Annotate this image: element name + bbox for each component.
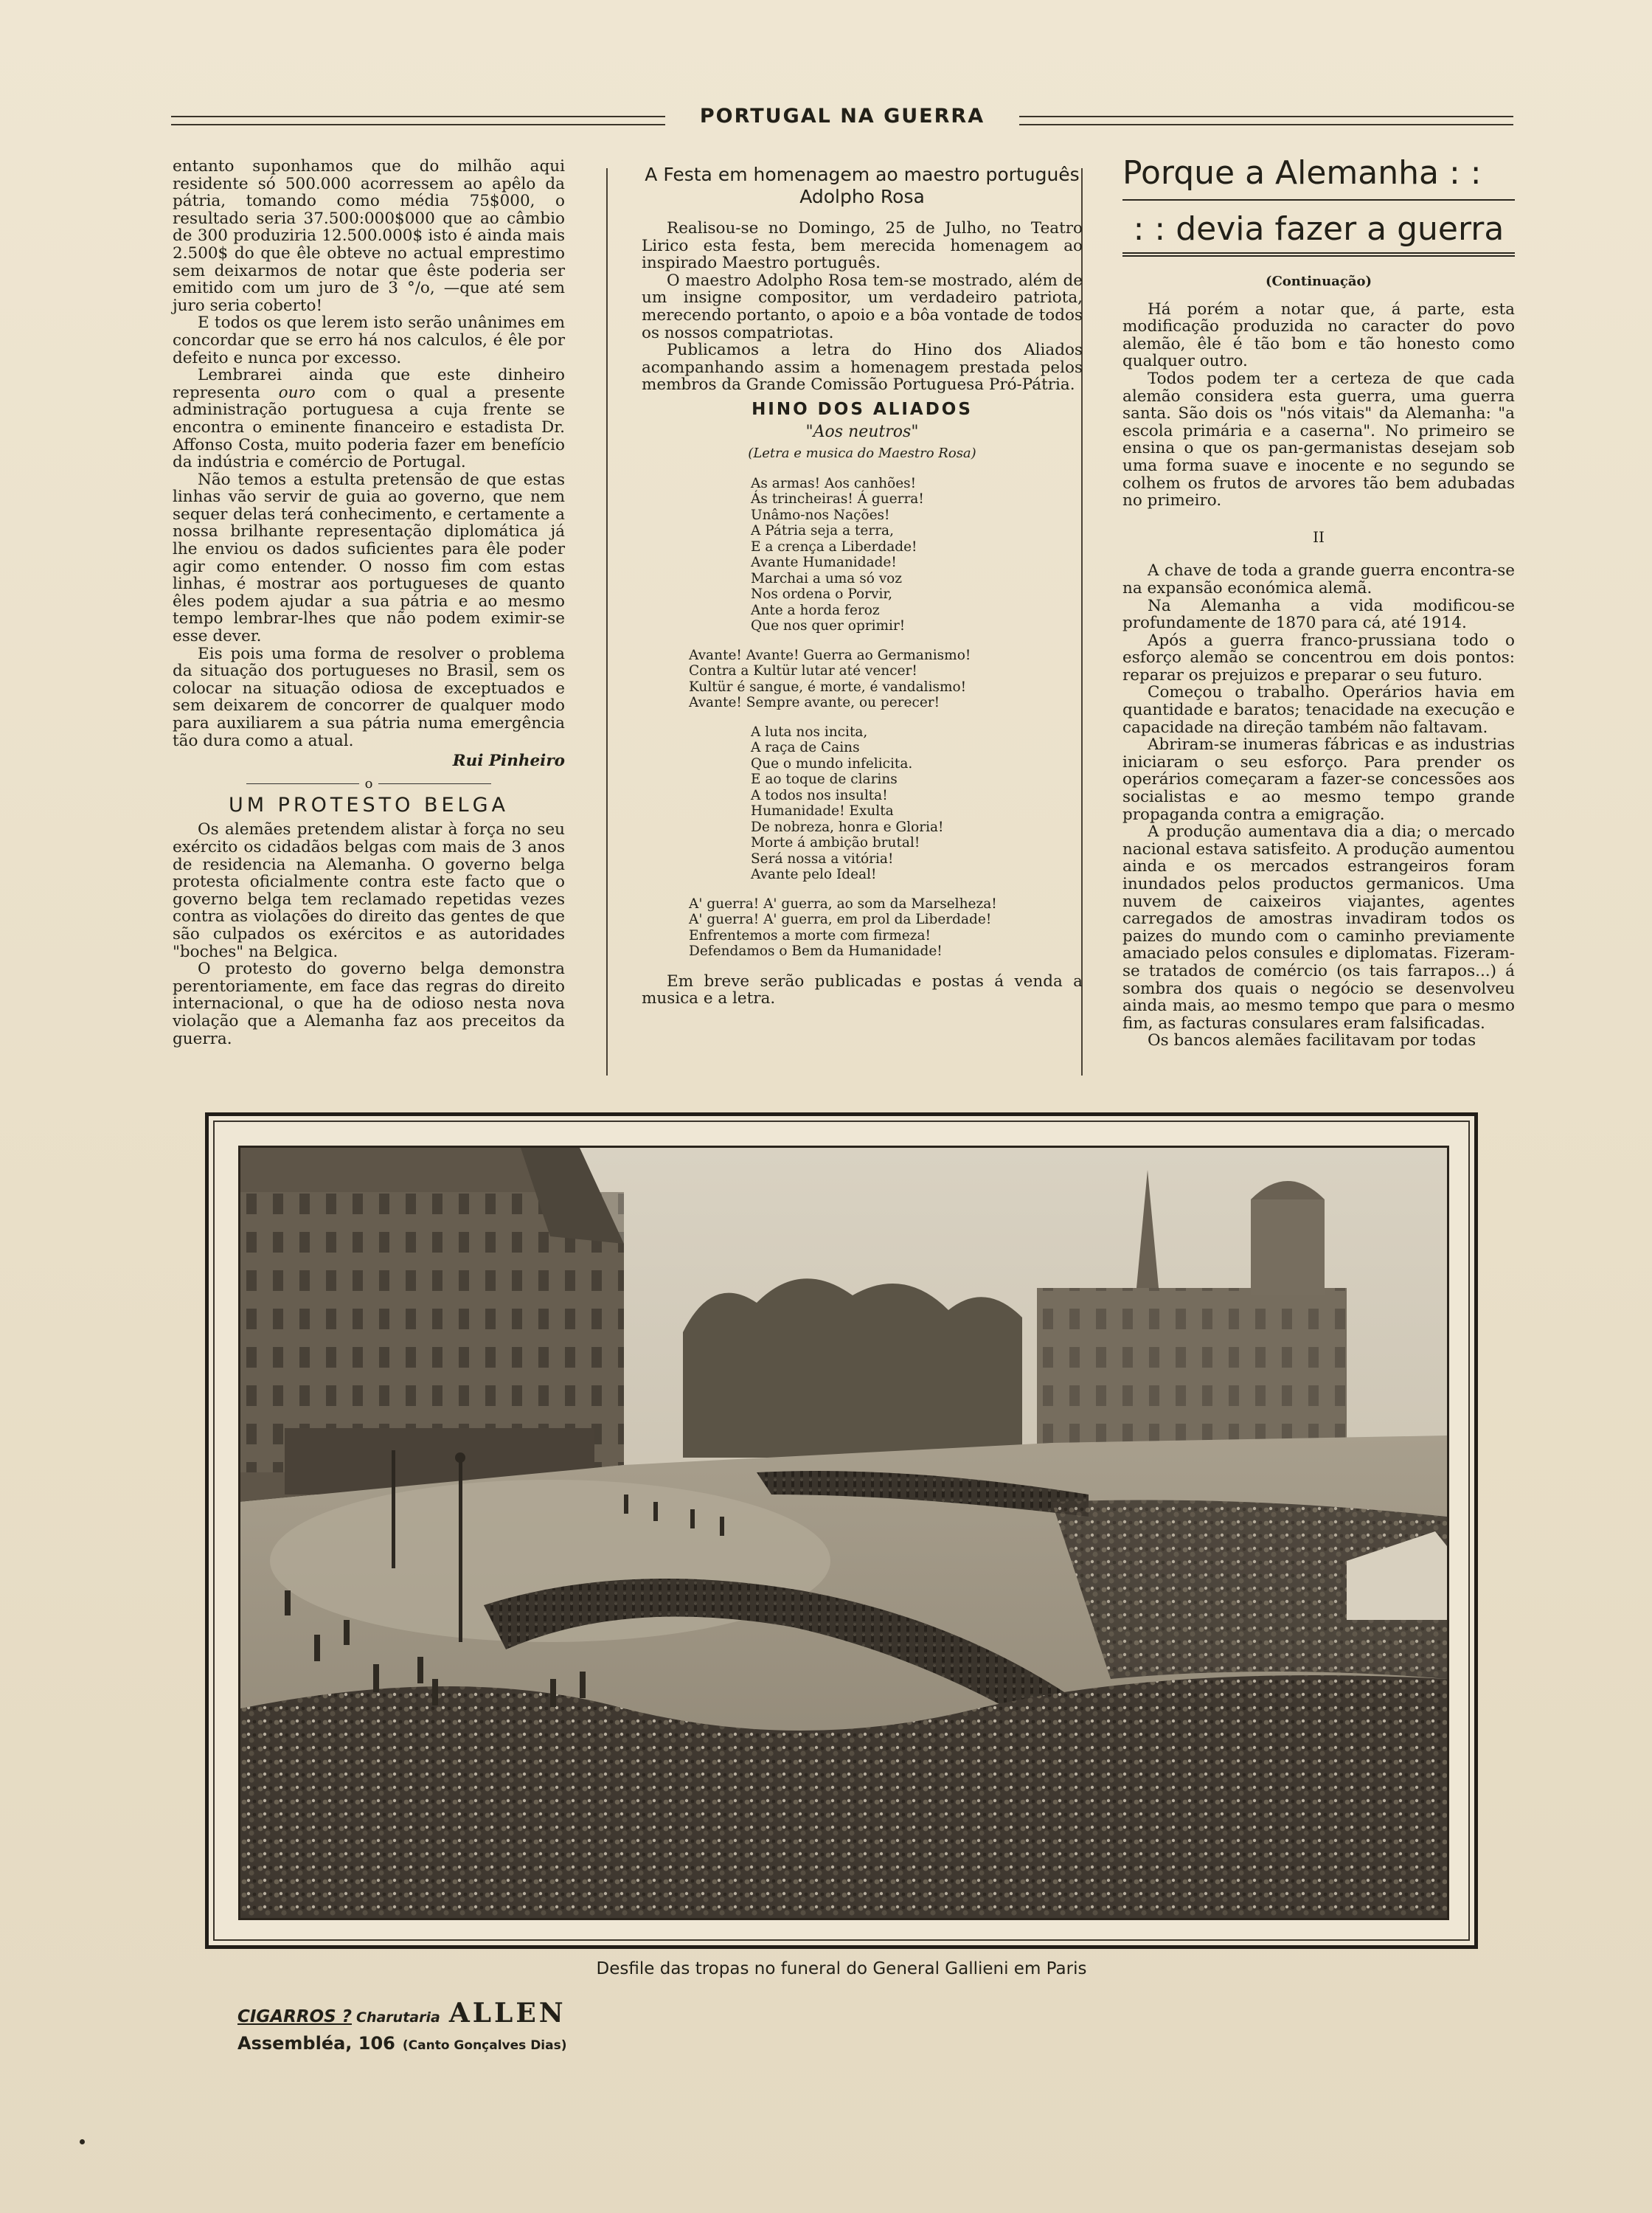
hymn-credit: (Letra e musica do Maestro Rosa) — [748, 446, 976, 462]
verse-line: Que nos quer oprimir! — [751, 618, 906, 634]
running-head-rule-left — [171, 116, 665, 125]
author-signature: Rui Pinheiro — [452, 752, 565, 771]
ad-line-2 — [237, 2033, 680, 2054]
ad-address-note: (Canto Gonçalves Dias) — [402, 2038, 567, 2053]
verse-line: Avante pelo Ideal! — [751, 867, 877, 883]
text-run: Lembrarei ainda que este dinheiro representa — [173, 366, 565, 402]
verse-line: Ante a horda feroz — [751, 602, 880, 618]
verse-line: A todos nos insulta! — [751, 787, 888, 803]
paragraph: O protesto do governo belga demonstra perentoriamente, em face das regras do direito internacional, o que ha de odioso nesta nova violação que a Alemanha faz aos preceitos da guerra. — [173, 960, 565, 1048]
paragraph — [173, 367, 565, 471]
ad-text: Charutaria — [356, 2009, 440, 2026]
paragraph: Os alemães pretendem alistar à força no seu exército os cidadãos belgas com mais de 3 anos de residencia na Alemanha. O governo belga protesta oficialmente contra este facto que o governo belga tem reclamado repetidas vezes contra as violações do direito das gentes de que são culpados os exércitos e as autoridades "boches" na Belgica. — [173, 820, 565, 961]
paragraph: A chave de toda a grande guerra encontra-se na expansão económica alemã. — [1122, 561, 1515, 598]
running-head — [171, 105, 1513, 134]
ad-address: Assembléa, 106 — [237, 2033, 395, 2054]
paragraph: Na Alemanha a vida modificou-se profundamente de 1870 para cá, até 1914. — [1122, 596, 1515, 633]
continuation-note: (Continuação) — [1265, 274, 1372, 289]
separator — [173, 775, 565, 791]
verse-line: Avante! Avante! Guerra ao Germanismo! — [689, 647, 971, 663]
verse-line: Defendamos o Bem da Humanidade! — [689, 943, 943, 960]
column-left — [173, 158, 565, 1047]
paragraph: Começou o trabalho. Operários havia em quantidade e baratos; tenacidade na execução e capacidade na direção também não faltavam. — [1122, 683, 1515, 737]
verse-line: Marchai a uma só voz — [751, 570, 903, 586]
paragraph: Em breve serão publicadas e postas á venda a musica e a letra. — [642, 972, 1083, 1008]
hymn-subtitle: "Aos neutros" — [805, 422, 919, 441]
ad-brand: ALLEN — [448, 1998, 566, 2029]
verse-line: Unâmo-nos Nações! — [751, 507, 890, 523]
parade-photo-illustration — [240, 1148, 1447, 1918]
parade-photograph — [238, 1146, 1449, 1920]
photo-caption: Desfile das tropas no funeral do General Gallieni em Paris — [596, 1959, 1087, 1978]
verse-line: E ao toque de clarins — [751, 772, 898, 788]
article-title: A Festa em homenagem ao maestro português Adolpho Rosa — [645, 164, 1080, 207]
verse-line: Humanidade! Exulta — [751, 803, 894, 820]
column-divider — [606, 168, 608, 1076]
verse-line: Nos ordena o Porvir, — [751, 586, 893, 603]
section-heading: UM PROTESTO BELGA — [229, 793, 509, 817]
verse-line: Enfrentemos a morte com firmeza! — [689, 927, 931, 943]
ad-text: CIGARROS ? — [237, 2007, 353, 2026]
hymn-chorus — [642, 896, 1083, 960]
text-run: com o qual a presente administração portuguesa a cuja frente se encontra o eminente financeiro e estadista Dr. Affonso Costa, muito poderia fazer em benefício da indústria e comércio de Portugal. — [173, 383, 566, 472]
verse-line: E a crença a Liberdade! — [751, 538, 917, 555]
paragraph: E todos os que lerem isto serão unânimes em concordar que se erro há nos calculos, é êle por defeito e nunca por excesso. — [173, 314, 565, 367]
paragraph: Não temos a estulta pretensão de que estas linhas vão servir de guia ao governo, que nem sequer delas terá conhecimento, e certamente a nossa brilhante representação diplomática já lhe enviou os dados suficientes para êle poder agir como entender. O nosso fim com estas linhas, é mostrar aos portugueses de quanto êles podem ajudar a sua pátria e ao mesmo tempo lembrar-lhes que não podem eximir-se esse dever. — [173, 470, 565, 646]
verse-line: Avante Humanidade! — [751, 555, 897, 571]
ink-dot — [80, 2139, 85, 2144]
paragraph: Todos podem ter a certeza de que cada alemão considera esta guerra, uma guerra santa. São dois os "nós vitais" da Alemanha: "a escola primária e a caserna". No primeiro se ensina o que os pan-germanistas desejam sob uma forma suave e inocente e no segundo se colhem os frutos de arvores tão bem adubadas no primeiro. — [1122, 369, 1515, 510]
verse-line: De nobreza, honra e Gloria! — [751, 819, 944, 835]
hymn-chorus — [642, 648, 1083, 711]
section-number: II — [1313, 527, 1325, 546]
verse-line: Morte á ambição brutal! — [751, 835, 920, 851]
paragraph: Após a guerra franco-prussiana todo o esforço alemão se concentrou em dois pontos: reparar os prejuizos e preparar o seu futuro. — [1122, 631, 1515, 685]
photo-frame — [205, 1112, 1478, 1949]
ad-line-1 — [237, 1998, 680, 2030]
verse-line: Será nossa a vitória! — [751, 851, 894, 867]
emphasis: ouro — [278, 383, 316, 402]
headline-line-2: : : devia fazer a guerra — [1122, 201, 1515, 257]
paragraph: Os bancos alemães facilitavam por todas — [1148, 1031, 1476, 1050]
verse-line: A luta nos incita, — [751, 724, 868, 740]
verse-line: Que o mundo infelicita. — [751, 755, 913, 772]
verse-line: A' guerra! A' guerra, ao som da Marselheza! — [689, 896, 997, 912]
verse-line: A Pátria seja a terra, — [751, 523, 894, 539]
paragraph: Publicamos a letra do Hino dos Aliados acompanhando assim a homenagem prestada pelos membros da Grande Comissão Portuguesa Pró-Pátria. — [642, 341, 1083, 395]
paragraph: O maestro Adolpho Rosa tem-se mostrado, além de um insigne compositor, um verdadeiro patriota, merecendo portanto, o apoio e a bôa vontade de todos os nossos compatriotas. — [642, 271, 1083, 342]
verse-line: Avante! Sempre avante, ou perecer! — [689, 695, 940, 711]
column-right — [1122, 155, 1515, 1050]
paragraph: Abriram-se inumeras fábricas e as industrias iniciaram o seu esforço. Para prender os operários começaram a fazer-se concessões aos socialistas e ao mesmo tempo grande propaganda contra a emigração. — [1122, 735, 1515, 824]
verse-line: A' guerra! A' guerra, em prol da Liberdade! — [689, 912, 992, 928]
paragraph: A produção aumentava dia a dia; o mercado nacional estava satisfeito. A produção aumentou ainda e os mercados estrangeiros foram inundados pelos productos germanicos. Uma nuvem de caixeiros viajantes, agentes carregados de amostras invadiram todos os paizes do mundo com o caminho previamente amaciado pelos consules e diplomatas. Fizeram-se tratados de comércio (os tais farrapos...) á sombra dos quais o negócio se desenvolveu ainda mais, ao mesmo tempo que para o mesmo fim, as facturas consulares eram falsificadas. — [1122, 822, 1515, 1033]
hymn-title: HINO DOS ALIADOS — [752, 399, 973, 419]
verse-line: Kultür é sangue, é morte, é vandalismo! — [689, 679, 967, 695]
hymn-stanza — [642, 724, 1083, 883]
headline-line-1: Porque a Alemanha : : — [1122, 155, 1515, 201]
verse-line: Ás trincheiras! Á guerra! — [751, 491, 924, 508]
paragraph: Eis pois uma forma de resolver o problema da situação dos portugueses no Brasil, sem os colocar na situação odiosa de exceptuados e sem deixarem de concorrer de qualquer modo para auxiliarem a sua pátria numa emergência tão dura como a atual. — [173, 644, 565, 750]
verse-line: Contra a Kultür lutar até vencer! — [689, 663, 917, 679]
column-center — [642, 164, 1083, 1008]
advertisement — [237, 1998, 680, 2054]
paragraph: entanto suponhamos que do milhão aqui residente só 500.000 acorressem ao apêlo da pátria, tomando como média 75$000, o resultado seria 37.500:000$000 que ao câmbio de 300 produziria 12.500.000$ isto é ainda mais 2.500$ do que êle obteve no actual emprestimo sem deixarmos de notar que êste poderia ser emitido com um juro de 3 °/o, —que até sem juro seria coberto! — [173, 157, 565, 315]
running-head-rule-right — [1019, 116, 1513, 125]
hymn-stanza — [642, 476, 1083, 634]
paragraph: Realisou-se no Domingo, 25 de Julho, no Teatro Lirico esta festa, bem merecida homenagem ao inspirado Maestro português. — [642, 219, 1083, 273]
verse-line: As armas! Aos canhões! — [751, 475, 917, 491]
paragraph: Há porém a notar que, á parte, esta modificação produzida no caracter do povo alemão, êle é tão bom e tão honesto como qualquer outro. — [1122, 299, 1515, 371]
separator-mark: o — [359, 776, 379, 792]
verse-line: A raça de Cains — [751, 740, 860, 756]
page-title: PORTUGAL NA GUERRA — [699, 105, 985, 128]
